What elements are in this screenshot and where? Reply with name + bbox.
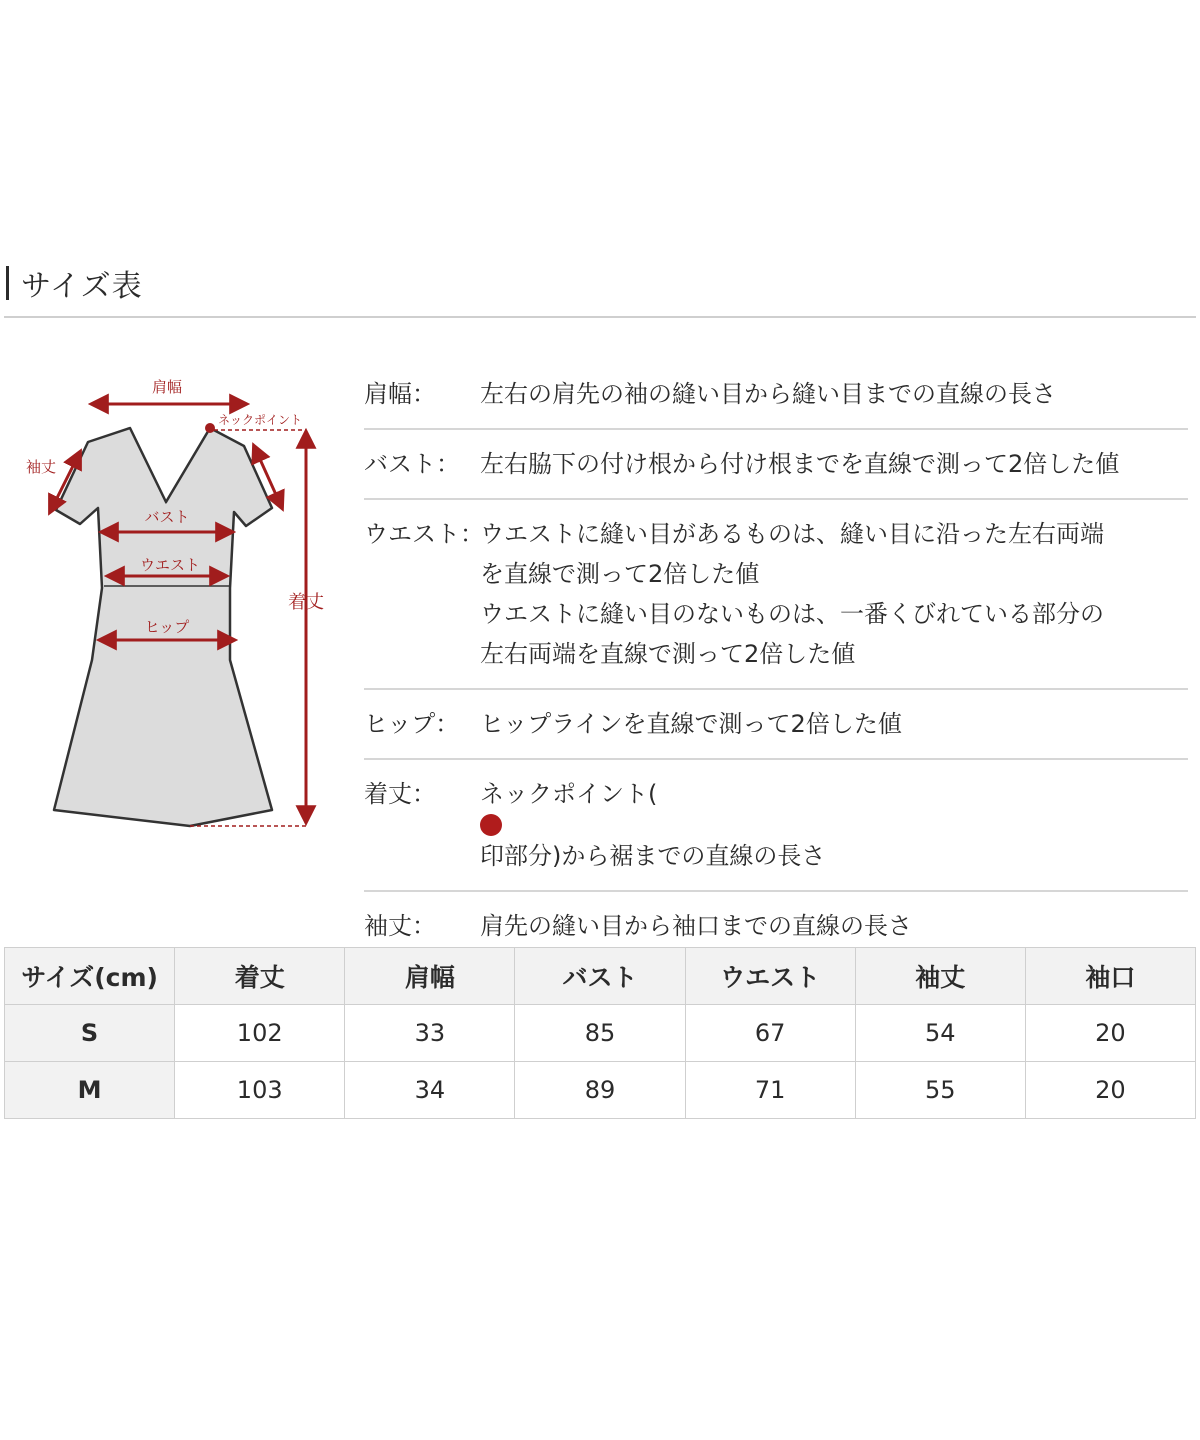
def-waist (364, 500, 1188, 690)
def-length (364, 760, 1188, 892)
title-bar (6, 266, 9, 300)
title-divider (4, 316, 1196, 318)
def-term: バスト： (364, 450, 460, 478)
def-term: 着丈： (364, 780, 436, 808)
def-term: ウエスト： (364, 520, 484, 548)
table-header: 着丈 (175, 948, 345, 1005)
table-header: バスト (515, 948, 685, 1005)
table-cell: 89 (515, 1062, 685, 1119)
size-table (4, 947, 1196, 1119)
section-title (0, 258, 143, 308)
def-desc: 左右脇下の付け根から付け根までを直線で測って2倍した値 (480, 450, 1120, 478)
neck-point-dot (205, 423, 215, 433)
waist-label: ウエスト (139, 556, 201, 574)
table-cell: 34 (345, 1062, 515, 1119)
table-row (5, 1005, 1196, 1062)
table-header: 袖丈 (855, 948, 1025, 1005)
table-header: 肩幅 (345, 948, 515, 1005)
def-desc: 肩先の縫い目から袖口までの直線の長さ (480, 912, 912, 940)
table-cell: 54 (855, 1005, 1025, 1062)
length-label: 着丈 (288, 592, 324, 613)
table-cell: 20 (1025, 1062, 1195, 1119)
table-header-row (5, 948, 1196, 1005)
def-shoulder (364, 360, 1188, 430)
def-desc: 左右の肩先の袖の縫い目から縫い目までの直線の長さ (480, 380, 1056, 408)
table-cell: 33 (345, 1005, 515, 1062)
neck-point-dot-icon (480, 814, 502, 836)
table-header: 袖口 (1025, 948, 1195, 1005)
def-hip (364, 690, 1188, 760)
def-desc: ネックポイント( 印部分)から裾までの直線の長さ (480, 780, 826, 870)
def-desc: ウエストに縫い目があるものは、縫い目に沿った左右両端 を直線で測って2倍した値 ウエストに縫い目のないものは、一番くびれている部分の 左右両端を直線で測って2倍した値 (480, 520, 1104, 668)
table-cell: 55 (855, 1062, 1025, 1119)
table-cell: 67 (685, 1005, 855, 1062)
def-term: ヒップ： (364, 710, 460, 738)
def-desc: ヒップラインを直線で測って2倍した値 (480, 710, 902, 738)
table-cell-size: M (5, 1062, 175, 1119)
table-cell: 102 (175, 1005, 345, 1062)
def-bust (364, 430, 1188, 500)
definitions-list (364, 360, 1188, 962)
table-header: ウエスト (685, 948, 855, 1005)
table-cell-size: S (5, 1005, 175, 1062)
bust-label: バスト (144, 508, 190, 526)
table-row (5, 1062, 1196, 1119)
sleeve-label: 袖丈 (26, 458, 57, 476)
table-cell: 20 (1025, 1005, 1195, 1062)
table-cell: 103 (175, 1062, 345, 1119)
hip-label: ヒップ (144, 618, 190, 636)
title-text: サイズ表 (21, 269, 143, 304)
def-term: 肩幅： (364, 380, 436, 408)
shoulder-label: 肩幅 (151, 378, 183, 396)
table-cell: 71 (685, 1062, 855, 1119)
table-header: サイズ(cm) (5, 948, 175, 1005)
neck-point-label: ネックポイント (218, 413, 303, 427)
def-term: 袖丈： (364, 912, 436, 940)
table-cell: 85 (515, 1005, 685, 1062)
dress-diagram (0, 360, 360, 850)
